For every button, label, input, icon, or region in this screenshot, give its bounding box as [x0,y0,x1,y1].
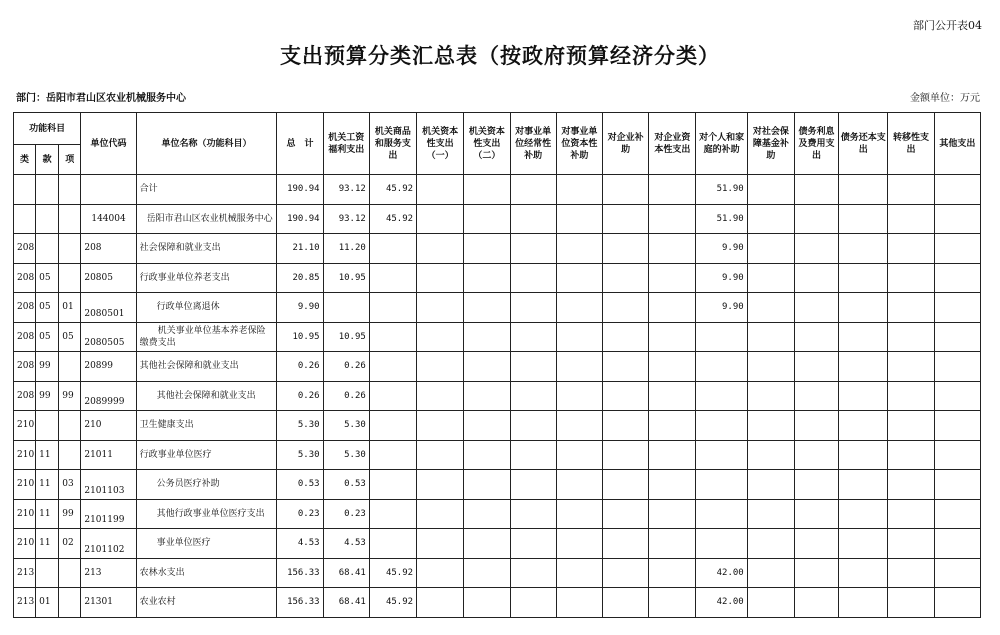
cell-code [81,175,136,205]
cell-c1: 4.53 [323,529,369,559]
header-func-group: 功能科目 [14,113,81,145]
cell-kuan: 05 [36,322,59,352]
cell-c9: 9.90 [696,263,747,293]
cell-c1: 93.12 [323,175,369,205]
amount-unit-label: 金额单位：万元 [910,93,980,104]
cell-c1: 0.26 [323,352,369,382]
table-row [14,263,981,293]
cell-c1: 0.23 [323,499,369,529]
cell-c9: 42.00 [696,588,747,618]
cell-total: 20.85 [277,263,323,293]
department-label: 部门：岳阳市君山区农业机械服务中心 [16,93,186,104]
cell-code: 21011 [81,440,136,470]
cell-code: 2101102 [81,529,136,559]
cell-c9 [696,499,747,529]
table-row [14,558,981,588]
cell-code: 2101199 [81,499,136,529]
table-row [14,175,981,205]
header-lei: 类 [14,145,36,175]
table-row [14,381,981,411]
cell-c1: 5.30 [323,440,369,470]
table-row [14,529,981,559]
cell-name: 其他社会保障和就业支出 [136,352,277,382]
table-row [14,352,981,382]
cell-code: 2101103 [81,470,136,500]
cell-c1: 5.30 [323,411,369,441]
cell-code: 21301 [81,588,136,618]
cell-c1: 93.12 [323,204,369,234]
cell-total: 0.26 [277,381,323,411]
cell-xiang [59,204,81,234]
cell-lei: 213 [14,558,36,588]
header-c12: 债务还本支出 [839,113,888,175]
cell-xiang [59,175,81,205]
cell-c2: 45.92 [369,588,416,618]
cell-total: 5.30 [277,440,323,470]
cell-total: 21.10 [277,234,323,264]
cell-xiang [59,234,81,264]
cell-name: 农林水支出 [136,558,277,588]
cell-total: 10.95 [277,322,323,352]
cell-lei: 210 [14,440,36,470]
cell-kuan [36,411,59,441]
header-kuan: 款 [36,145,59,175]
header-unit-code: 单位代码 [81,113,136,175]
cell-kuan [36,175,59,205]
header-c10: 对社会保障基金补助 [747,113,794,175]
cell-c2 [369,293,416,323]
cell-c2: 45.92 [369,204,416,234]
cell-xiang: 02 [59,529,81,559]
cell-kuan: 11 [36,499,59,529]
cell-c2 [369,263,416,293]
cell-lei: 208 [14,234,36,264]
cell-xiang [59,440,81,470]
header-c7: 对企业补助 [602,113,648,175]
cell-c2 [369,352,416,382]
cell-c2: 45.92 [369,558,416,588]
cell-name: 机关事业单位基本养老保险缴费支出 [136,322,277,352]
cell-c2 [369,499,416,529]
cell-lei: 208 [14,322,36,352]
header-total: 总 计 [277,113,323,175]
cell-total: 9.90 [277,293,323,323]
header-c1: 机关工资福利支出 [323,113,369,175]
header-c4: 机关资本性支出（二） [464,113,510,175]
cell-lei: 210 [14,499,36,529]
header-xiang: 项 [59,145,81,175]
header-unit-name: 单位名称（功能科目） [136,113,277,175]
table-row [14,293,981,323]
cell-c2 [369,411,416,441]
cell-code: 210 [81,411,136,441]
cell-name: 卫生健康支出 [136,411,277,441]
cell-total: 190.94 [277,204,323,234]
cell-name: 其他行政事业单位医疗支出 [136,499,277,529]
cell-c1: 0.26 [323,381,369,411]
cell-name: 行政单位离退休 [136,293,277,323]
cell-c2 [369,440,416,470]
cell-code: 213 [81,558,136,588]
cell-c9: 9.90 [696,293,747,323]
cell-kuan [36,234,59,264]
cell-c9 [696,381,747,411]
budget-table [13,112,981,618]
cell-xiang: 03 [59,470,81,500]
cell-lei: 208 [14,293,36,323]
cell-c1: 11.20 [323,234,369,264]
header-c6: 对事业单位资本性补助 [556,113,602,175]
cell-code: 20805 [81,263,136,293]
cell-total: 5.30 [277,411,323,441]
cell-xiang: 99 [59,499,81,529]
cell-lei: 210 [14,470,36,500]
header-c3: 机关资本性支出（一） [417,113,464,175]
cell-total: 0.23 [277,499,323,529]
cell-code: 2080501 [81,293,136,323]
cell-xiang: 01 [59,293,81,323]
cell-total: 190.94 [277,175,323,205]
table-row [14,588,981,618]
cell-total: 0.26 [277,352,323,382]
cell-c9 [696,529,747,559]
cell-c9: 42.00 [696,558,747,588]
table-row [14,470,981,500]
cell-lei: 208 [14,352,36,382]
cell-name: 行政事业单位养老支出 [136,263,277,293]
header-c11: 债务利息及费用支出 [794,113,838,175]
cell-c9 [696,322,747,352]
cell-lei: 213 [14,588,36,618]
cell-xiang: 05 [59,322,81,352]
cell-kuan: 01 [36,588,59,618]
cell-c9 [696,470,747,500]
cell-lei: 210 [14,411,36,441]
table-row [14,322,981,352]
page-title: 支出预算分类汇总表（按政府预算经济分类） [280,43,720,68]
table-row [14,440,981,470]
cell-code: 20899 [81,352,136,382]
cell-c9: 51.90 [696,204,747,234]
cell-xiang [59,588,81,618]
cell-xiang [59,411,81,441]
cell-c2 [369,234,416,264]
cell-c1: 0.53 [323,470,369,500]
cell-lei: 210 [14,529,36,559]
cell-kuan: 11 [36,470,59,500]
table-row [14,411,981,441]
cell-c2 [369,529,416,559]
header-c13: 转移性支出 [888,113,934,175]
cell-code: 208 [81,234,136,264]
cell-c2: 45.92 [369,175,416,205]
header-c14: 其他支出 [934,113,980,175]
cell-c2 [369,381,416,411]
cell-name: 社会保障和就业支出 [136,234,277,264]
cell-c9: 51.90 [696,175,747,205]
cell-kuan: 11 [36,440,59,470]
table-row [14,499,981,529]
header-c2: 机关商品和服务支出 [369,113,416,175]
table-row [14,234,981,264]
cell-xiang: 99 [59,381,81,411]
header-c8: 对企业资本性支出 [649,113,696,175]
cell-name: 事业单位医疗 [136,529,277,559]
cell-c9 [696,411,747,441]
cell-c1: 68.41 [323,588,369,618]
cell-kuan [36,558,59,588]
cell-c1: 68.41 [323,558,369,588]
cell-c9: 9.90 [696,234,747,264]
cell-c2 [369,322,416,352]
cell-c1: 10.95 [323,263,369,293]
cell-total: 156.33 [277,558,323,588]
cell-xiang [59,558,81,588]
header-c5: 对事业单位经常性补助 [510,113,556,175]
cell-name: 其他社会保障和就业支出 [136,381,277,411]
cell-lei: 208 [14,381,36,411]
cell-c1 [323,293,369,323]
cell-lei: 208 [14,263,36,293]
cell-total: 0.53 [277,470,323,500]
cell-kuan: 05 [36,293,59,323]
table-row [14,204,981,234]
cell-kuan: 11 [36,529,59,559]
cell-code: 2089999 [81,381,136,411]
cell-name: 行政事业单位医疗 [136,440,277,470]
cell-code: 2080505 [81,322,136,352]
cell-c9 [696,440,747,470]
cell-kuan: 05 [36,263,59,293]
cell-c2 [369,470,416,500]
cell-lei [14,175,36,205]
cell-xiang [59,352,81,382]
cell-name: 农业农村 [136,588,277,618]
cell-total: 4.53 [277,529,323,559]
header-c9: 对个人和家庭的补助 [696,113,747,175]
cell-name: 岳阳市君山区农业机械服务中心 [136,204,277,234]
cell-total: 156.33 [277,588,323,618]
cell-lei [14,204,36,234]
cell-c9 [696,352,747,382]
cell-name: 公务员医疗补助 [136,470,277,500]
cell-c1: 10.95 [323,322,369,352]
cell-kuan [36,204,59,234]
cell-xiang [59,263,81,293]
cell-name: 合计 [136,175,277,205]
cell-code: 144004 [81,204,136,234]
form-code: 部门公开表04 [913,19,982,32]
cell-kuan: 99 [36,381,59,411]
cell-kuan: 99 [36,352,59,382]
